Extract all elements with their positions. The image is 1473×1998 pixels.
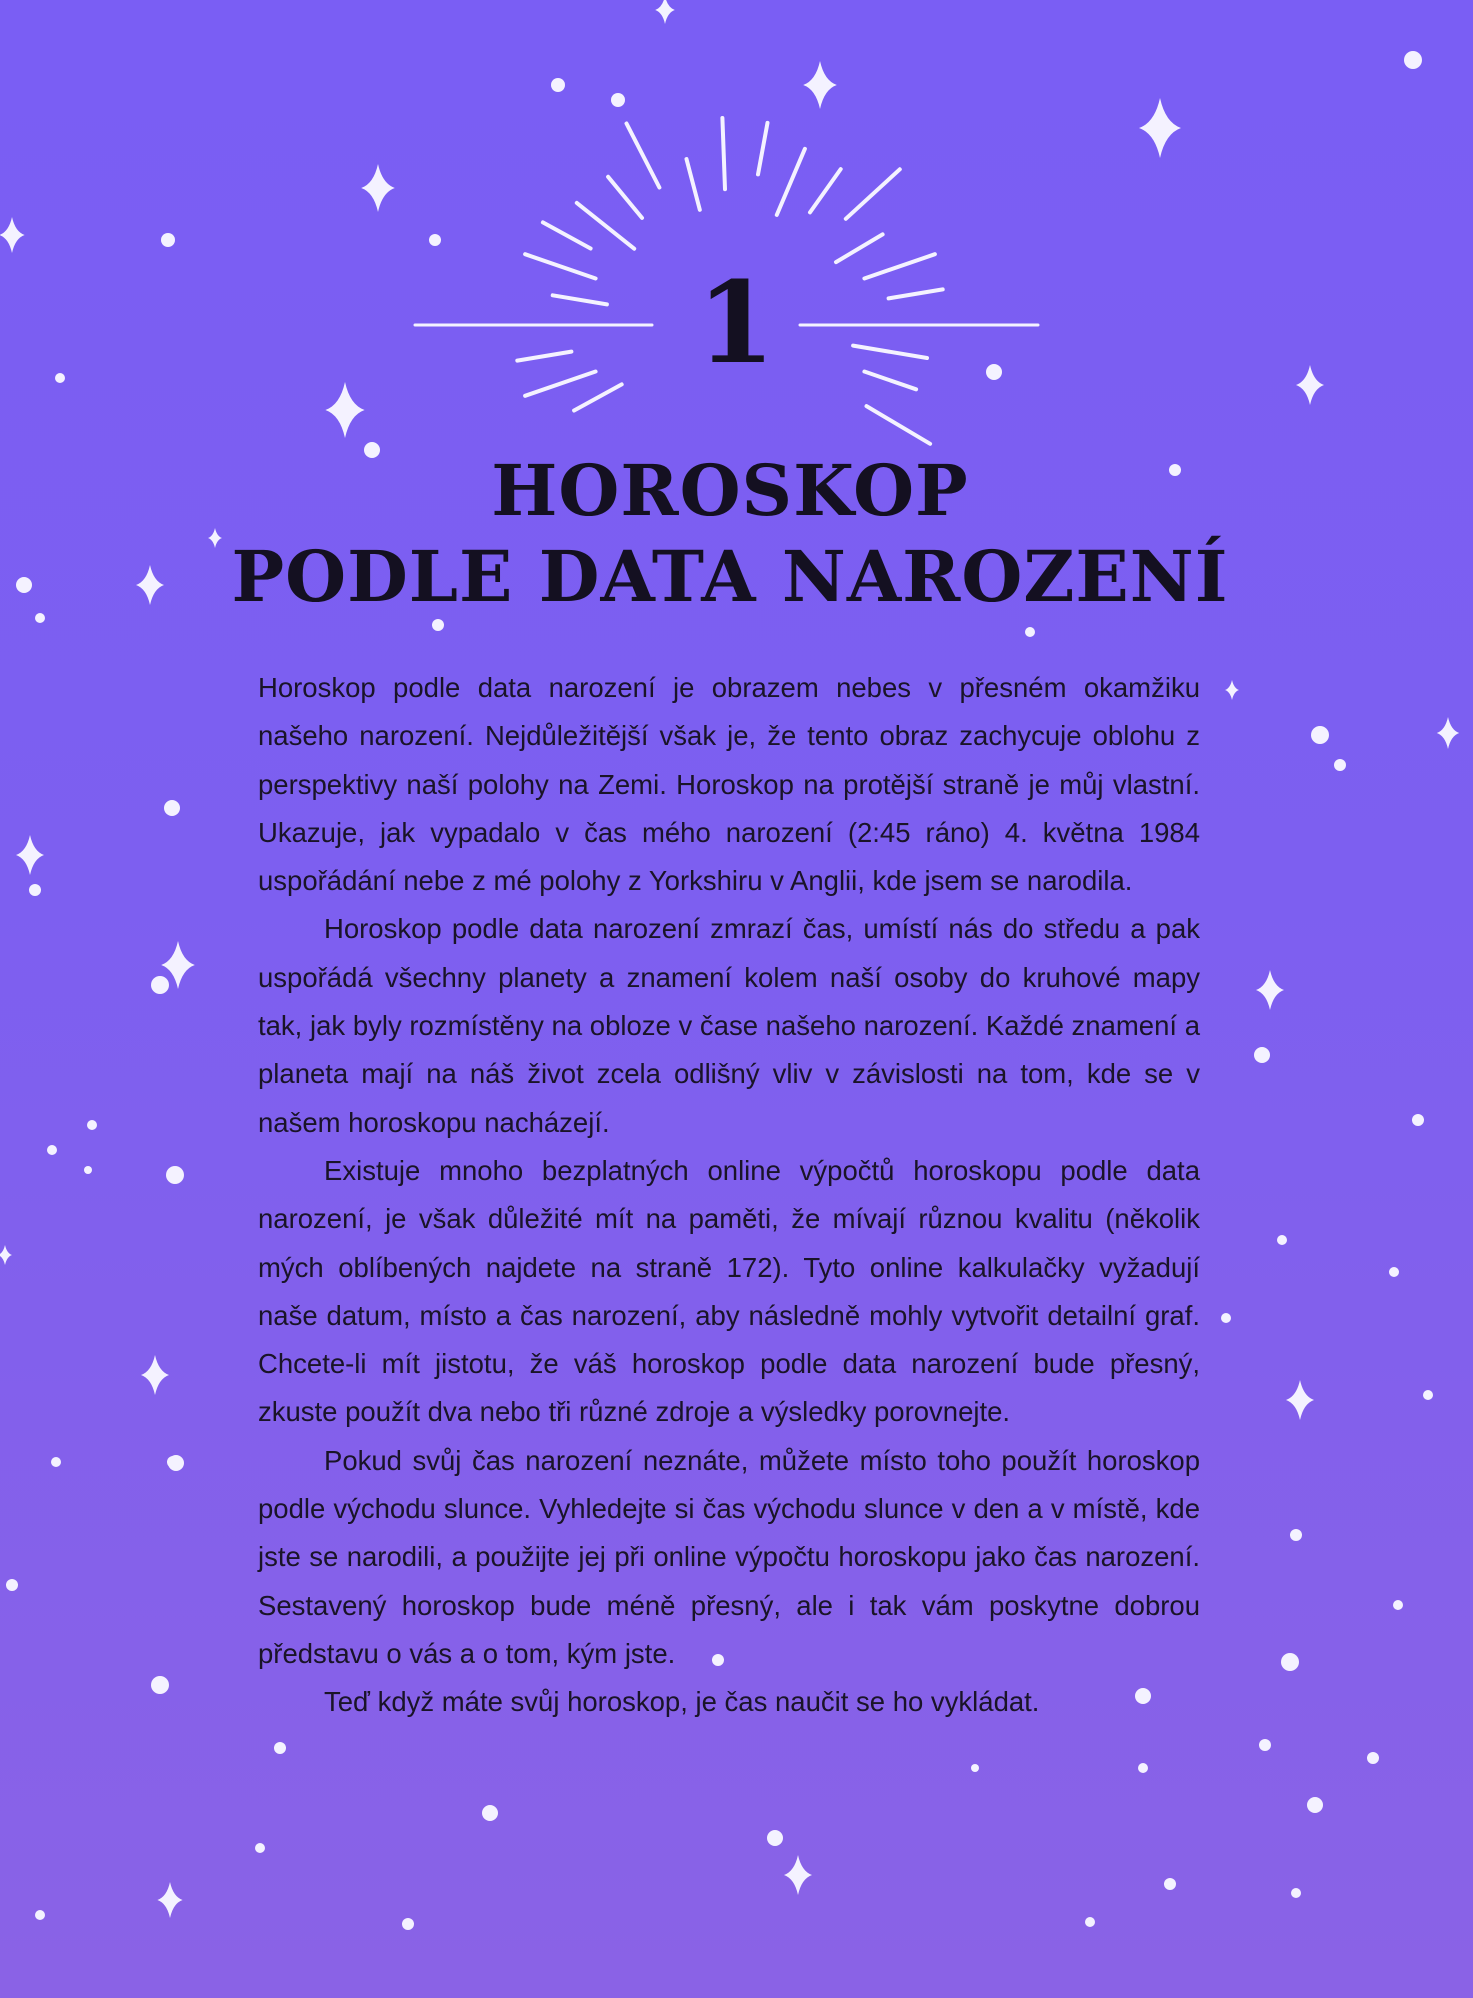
ornament-ray — [810, 169, 841, 212]
dot-star-icon — [161, 233, 175, 247]
dot-star-icon — [16, 577, 32, 593]
sparkle-star-icon — [361, 164, 395, 212]
paragraph: Teď když máte svůj horoskop, je čas naučit se ho vykládat. — [324, 1686, 1040, 1718]
dot-star-icon — [1164, 1878, 1176, 1890]
dot-star-icon — [1281, 1653, 1299, 1671]
dot-star-icon — [29, 884, 41, 896]
dot-star-icon — [255, 1843, 265, 1853]
sparkle-star-icon — [1225, 680, 1239, 700]
ornament-ray — [867, 406, 931, 444]
ornament-ray — [864, 254, 935, 278]
ornament-ray — [553, 295, 607, 304]
sparkle-star-icon — [803, 61, 837, 109]
sparkle-star-icon — [0, 1245, 12, 1265]
sparkle-star-icon — [141, 1355, 169, 1395]
ornament-ray — [853, 346, 927, 358]
dot-star-icon — [164, 800, 180, 816]
dot-star-icon — [429, 234, 441, 246]
dot-star-icon — [87, 1120, 97, 1130]
ornament-ray — [722, 118, 725, 189]
dot-star-icon — [1291, 1888, 1301, 1898]
paragraph: Horoskop podle data narození je obrazem nebes v přesném okamžiku našeho narození. Nejdůležitější však je, že tento obraz zachycuje oblohu z perspektivy naší polohy na Zemi. Horoskop na protější straně je můj vlastní. Ukazuje, jak vypadalo v čas mého narození (2:45 ráno) 4. května 1984 uspořádání nebe z mé polohy z Yorkshiru v Anglii, kde jsem se narodila. — [258, 672, 1200, 897]
paragraph: Horoskop podle data narození zmrazí čas, umístí nás do středu a pak uspořádá všechny planety a znamení kolem naší osoby do kruhové mapy tak, jak byly rozmístěny na obloze v čase našeho narození. Každé znamení a planeta mají na náš život zcela odlišný vliv v závislosti na tom, kde se v našem horoskopu nacházejí. — [258, 913, 1200, 1138]
ornament-ray — [517, 352, 571, 361]
dot-star-icon — [1423, 1390, 1433, 1400]
dot-star-icon — [1221, 1313, 1231, 1323]
sparkle-star-icon — [157, 1882, 182, 1918]
dot-star-icon — [1290, 1529, 1302, 1541]
dot-star-icon — [55, 373, 65, 383]
sparkle-star-icon — [136, 565, 164, 605]
ornament-ray — [543, 222, 591, 248]
dot-star-icon — [1085, 1917, 1095, 1927]
dot-star-icon — [166, 1166, 184, 1184]
chapter-title-line-2: PODLE DATA NAROZENÍ — [231, 535, 1229, 618]
paragraph: Existuje mnoho bezplatných online výpočtů horoskopu podle data narození, je však důležité mít na paměti, že mívají různou kvalitu (několik mých oblíbených najdete na straně 172). Tyto online kalkulačky vyžadují naše datum, místo a čas narození, aby následně mohly vytvořit detailní graf. Chcete-li mít jistotu, že váš horoskop podle data narození bude přesný, zkuste použít dva nebo tři různé zdroje a výsledky porovnejte. — [258, 1154, 1200, 1428]
paragraph: Pokud svůj čas narození neznáte, můžete místo toho použít horoskop podle východu slunce. Vyhledejte si čas východu slunce v den a v místě, kde jste se narodili, a použijte jej při online výpočtu horoskopu jako čas narození. Sestavený horoskop bude méně přesný, ale i tak vám poskytne dobrou představu o vás a o tom, kým jste. — [258, 1444, 1200, 1669]
sparkle-star-icon — [325, 382, 364, 438]
dot-star-icon — [1254, 1047, 1270, 1063]
ornament-ray — [627, 124, 660, 188]
dot-star-icon — [35, 613, 45, 623]
dot-star-icon — [1404, 51, 1422, 69]
dot-star-icon — [6, 1579, 18, 1591]
dot-star-icon — [1138, 1763, 1148, 1773]
dot-star-icon — [1307, 1797, 1323, 1813]
dot-star-icon — [274, 1742, 286, 1754]
sparkle-star-icon — [1296, 365, 1324, 405]
dot-star-icon — [767, 1830, 783, 1846]
dot-star-icon — [1025, 627, 1035, 637]
ornament-ray — [525, 254, 596, 278]
dot-star-icon — [1277, 1235, 1287, 1245]
sparkle-star-icon — [655, 0, 675, 24]
sparkle-star-icon — [1256, 970, 1284, 1010]
dot-star-icon — [151, 976, 169, 994]
ornament-ray — [525, 372, 596, 396]
dot-star-icon — [1389, 1267, 1399, 1277]
dot-star-icon — [402, 1918, 414, 1930]
ornament-ray — [758, 123, 768, 174]
ornament-ray — [777, 149, 805, 215]
chapter-title — [180, 448, 1280, 620]
dot-star-icon — [1412, 1114, 1424, 1126]
ornament-ray — [574, 384, 622, 410]
dot-star-icon — [986, 364, 1002, 380]
dot-star-icon — [167, 1456, 179, 1468]
dot-star-icon — [971, 1764, 979, 1772]
dot-star-icon — [482, 1805, 498, 1821]
sparkle-star-icon — [0, 217, 25, 253]
sparkle-star-icon — [1286, 1380, 1314, 1420]
dot-star-icon — [84, 1166, 92, 1174]
dot-star-icon — [1259, 1739, 1271, 1751]
dot-star-icon — [151, 1676, 169, 1694]
dot-star-icon — [35, 1910, 45, 1920]
dot-star-icon — [1393, 1600, 1403, 1610]
dot-star-icon — [1311, 726, 1329, 744]
ornament-ray — [846, 169, 900, 219]
ornament-ray — [608, 177, 642, 218]
chapter-number: 1 — [697, 258, 775, 389]
chapter-body — [258, 664, 1200, 1727]
dot-star-icon — [51, 1457, 61, 1467]
chapter-title-line-1: HOROSKOP — [491, 449, 969, 532]
dot-star-icon — [1367, 1752, 1379, 1764]
ornament-ray — [864, 372, 916, 390]
sparkle-star-icon — [1437, 717, 1459, 749]
sparkle-star-icon — [784, 1855, 812, 1895]
dot-star-icon — [611, 93, 625, 107]
sparkle-star-icon — [1139, 98, 1181, 158]
sparkle-star-icon — [16, 835, 44, 875]
ornament-ray — [889, 289, 943, 298]
dot-star-icon — [47, 1145, 57, 1155]
dot-star-icon — [1334, 759, 1346, 771]
ornament-ray — [577, 203, 634, 249]
dot-star-icon — [551, 78, 565, 92]
ornament-ray — [687, 159, 700, 210]
ornament-ray — [836, 234, 883, 262]
dot-star-icon — [432, 619, 444, 631]
